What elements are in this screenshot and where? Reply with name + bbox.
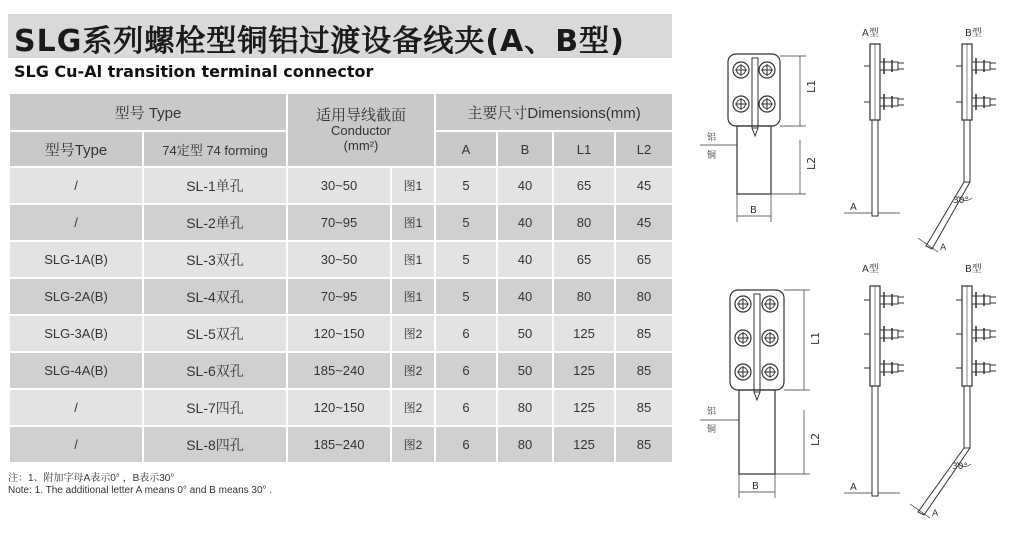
- cell-B: 40: [497, 204, 553, 241]
- cell-A: 6: [435, 315, 497, 352]
- label-aluminum: 铝: [707, 133, 717, 143]
- cell-A: 5: [435, 241, 497, 278]
- cell-B: 40: [497, 278, 553, 315]
- cell-type: /: [9, 426, 143, 463]
- cell-A: 6: [435, 426, 497, 463]
- cell-fig: 图1: [391, 167, 435, 204]
- cell-conductor: 70~95: [287, 204, 391, 241]
- cell-L1: 125: [553, 315, 615, 352]
- cell-forming: SL-4双孔: [143, 278, 287, 315]
- cell-type: SLG-3A(B): [9, 315, 143, 352]
- dim-L2-label: L2: [805, 156, 818, 170]
- header-74-forming: 74定型 74 forming: [143, 131, 287, 167]
- header-dimensions: 主要尺寸Dimensions(mm): [435, 93, 673, 131]
- cell-fig: 图1: [391, 278, 435, 315]
- label-copper: 铜: [707, 151, 717, 161]
- header-dim-B: B: [497, 131, 553, 167]
- angle-label-bottom: 30°: [952, 462, 968, 472]
- cell-B: 80: [497, 426, 553, 463]
- label-B-type-bottom: B型: [965, 264, 982, 275]
- dim-A-label-top: A: [850, 202, 857, 213]
- label-A-type-top: A型: [862, 28, 879, 39]
- figure-1-side-A: [844, 44, 904, 216]
- cell-L1: 125: [553, 389, 615, 426]
- dim-A-label-bottom-b: A: [932, 509, 939, 519]
- header-type: 型号Type: [9, 131, 143, 167]
- cell-conductor: 120~150: [287, 389, 391, 426]
- cell-B: 80: [497, 389, 553, 426]
- note-cn: 注：1、附加字母A表示0° ，B表示30°: [8, 473, 175, 484]
- cell-conductor: 120~150: [287, 315, 391, 352]
- header-dim-A: A: [435, 131, 497, 167]
- header-conductor-cn: 适用导线截面: [316, 106, 407, 124]
- dim-A-label-bottom: A: [850, 482, 857, 493]
- label-copper-bottom: 铜: [707, 425, 717, 435]
- cell-conductor: 185~240: [287, 352, 391, 389]
- cell-forming: SL-5双孔: [143, 315, 287, 352]
- label-A-type-bottom: A型: [862, 264, 879, 275]
- cell-conductor: 185~240: [287, 426, 391, 463]
- cell-fig: 图2: [391, 389, 435, 426]
- dim-A-label-top-b: A: [940, 243, 947, 253]
- cell-L1: 65: [553, 241, 615, 278]
- page-subtitle: SLG Cu-Al transition terminal connector: [14, 62, 374, 81]
- cell-type: SLG-1A(B): [9, 241, 143, 278]
- figure-1-side-B: [918, 44, 996, 252]
- cell-forming: SL-8四孔: [143, 426, 287, 463]
- cell-type: /: [9, 389, 143, 426]
- dim-B-label: B: [750, 205, 757, 216]
- cell-L1: 80: [553, 204, 615, 241]
- dim-B-label-bottom: B: [752, 481, 759, 492]
- cell-fig: 图1: [391, 241, 435, 278]
- cell-type: SLG-4A(B): [9, 352, 143, 389]
- cell-L2: 85: [615, 352, 673, 389]
- figure-2-side-B: [910, 286, 996, 518]
- cell-forming: SL-1单孔: [143, 167, 287, 204]
- cell-conductor: 30~50: [287, 241, 391, 278]
- cell-forming: SL-7四孔: [143, 389, 287, 426]
- cell-A: 6: [435, 352, 497, 389]
- cell-A: 5: [435, 204, 497, 241]
- cell-forming: SL-3双孔: [143, 241, 287, 278]
- cell-forming: SL-2单孔: [143, 204, 287, 241]
- cell-fig: 图1: [391, 204, 435, 241]
- cell-B: 50: [497, 352, 553, 389]
- figure-2-side-A: [844, 286, 904, 496]
- page-title: SLG系列螺栓型铜铝过渡设备线夹(A、B型): [14, 24, 625, 59]
- dim-L2-label-bottom: L2: [809, 432, 822, 446]
- label-B-type-top: B型: [965, 28, 982, 39]
- cell-L1: 80: [553, 278, 615, 315]
- cell-conductor: 70~95: [287, 278, 391, 315]
- cell-L1: 125: [553, 352, 615, 389]
- angle-label-top: 30°: [953, 196, 969, 206]
- cell-fig: 图2: [391, 352, 435, 389]
- cell-forming: SL-6双孔: [143, 352, 287, 389]
- header-conductor-en: Conductor: [331, 122, 391, 138]
- label-aluminum-bottom: 铝: [707, 407, 717, 417]
- cell-L2: 80: [615, 278, 673, 315]
- cell-B: 40: [497, 241, 553, 278]
- cell-type: /: [9, 204, 143, 241]
- cell-L2: 85: [615, 389, 673, 426]
- cell-type: /: [9, 167, 143, 204]
- cell-A: 6: [435, 389, 497, 426]
- cell-L2: 45: [615, 204, 673, 241]
- cell-type: SLG-2A(B): [9, 278, 143, 315]
- header-dim-L2: L2: [615, 131, 673, 167]
- cell-L2: 65: [615, 241, 673, 278]
- cell-A: 5: [435, 167, 497, 204]
- cell-L1: 125: [553, 426, 615, 463]
- header-dim-L1: L1: [553, 131, 615, 167]
- cell-conductor: 30~50: [287, 167, 391, 204]
- header-conductor-unit: (mm²): [343, 137, 379, 153]
- dim-L1-label-bottom: L1: [809, 331, 822, 345]
- cell-fig: 图2: [391, 315, 435, 352]
- cell-A: 5: [435, 278, 497, 315]
- cell-L2: 85: [615, 315, 673, 352]
- note-en: Note: 1. The additional letter A means 0° and B means 30° .: [8, 485, 273, 496]
- figure-2-front-view: [700, 290, 810, 498]
- header-model: 型号 Type: [9, 93, 287, 131]
- cell-B: 50: [497, 315, 553, 352]
- cell-B: 40: [497, 167, 553, 204]
- cell-L2: 85: [615, 426, 673, 463]
- dim-L1-label: L1: [805, 79, 818, 93]
- cell-L1: 65: [553, 167, 615, 204]
- cell-L2: 45: [615, 167, 673, 204]
- cell-fig: 图2: [391, 426, 435, 463]
